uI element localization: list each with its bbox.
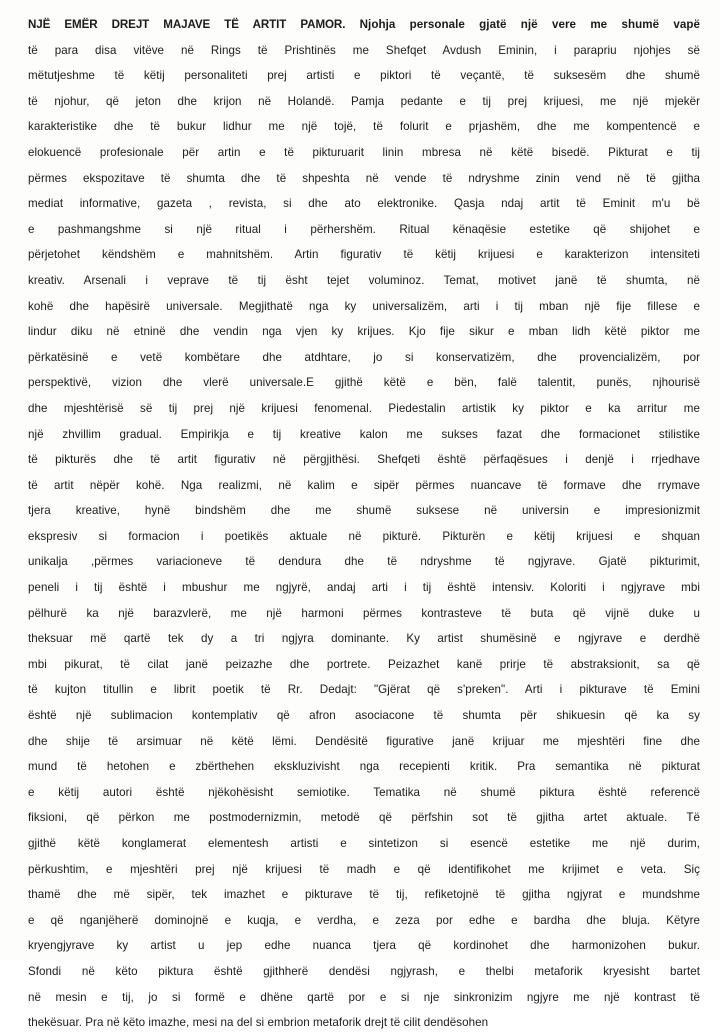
text-line: pëlhurë ka një barazvlerë, me një harmoni përmes kontrasteve të buta që vijnë duke u — [28, 606, 700, 620]
text-line: e pashmangshme si një ritual i përhershëm. Ritual kënaqësie estetike që shijohet e — [28, 222, 700, 236]
text-line: mediat informative, gazeta , revista, si dhe ato elektronike. Qasja ndaj artit të Eminit m'u bë — [28, 197, 700, 211]
text-line: mbi pikurat, të cilat janë peizazhe dhe portrete. Peizazhet kanë prirje të abstraksionit, sa që — [28, 657, 700, 671]
text-line: lindur diku në etninë dhe vendin nga vjen ky krijues. Kjo fije sikur e mban lidh këtë piktor me — [28, 325, 700, 339]
text-line — [28, 12, 700, 38]
text-line: dhe shije të arsimuar në këtë lëmi. Dendësitë figurative janë krijuar me mjeshtëri fine dhe — [28, 734, 700, 748]
text-line: kreativ. Arsenali i veprave të tij ësht tejet voluminoz. Temat, motivet janë të shumta, në — [28, 273, 700, 287]
text-line: të pikturës dhe të artit figurativ në përgjithësi. Shefqeti është përfaqësues i denjë i rrjedhave — [28, 453, 700, 467]
text-line: e këtij autori është njëkohësisht semiotike. Tematika në shumë piktura është referencë — [28, 785, 700, 799]
text-line: kryengjyrave ky artist u jep edhe nuanca tjera që kordinohet dhe harmonizohen bukur. — [28, 939, 700, 953]
text-line: të para disa vitëve në Rings të Prishtinës me Shefqet Avdush Eminin, i parapriu njohjes së — [28, 43, 700, 57]
text-line: të kujton titullin e librit poetik të Rr. Dedajt: "Gjërat që s'preken". Arti i pikturave të Emini — [28, 683, 700, 697]
text-line: të njohur, që jeton dhe krijon në Holandë. Pamja pedante e tij prej krijuesi, me një mjekër — [28, 94, 700, 108]
text-line: të artit nëpër kohë. Nga realizmi, në kalim e sipër përmes nuancave të formave dhe rrymave — [28, 478, 700, 492]
text-line: elokuencë profesionale për artin e të pikturuarit linin mbresa në këtë bisedë. Pikturat e tij — [28, 145, 700, 159]
text-line: përjetohet këndshëm e mahnitshëm. Artin figurativ të këtij krijuesi e karakterizon intensiteti — [28, 248, 700, 262]
text-line: thekësuar. Pra në këto imazhe, mesi na del si embrion metaforik drejt të cilit dendësohen — [28, 1016, 489, 1030]
article-title: NJË EMËR DREJT MAJAVE TË ARTIT PAMOR. — [28, 18, 346, 31]
text-line: mëtutjeshme të këtij personaliteti prej artisti e piktori të veçantë, të suksesëm dhe shumë — [28, 69, 700, 83]
text-line: thamë dhe më sipër, tek imazhet e pikturave të tij, refiketojnë të gjitha ngjyrat e mundshme — [28, 888, 700, 902]
text-line: fiksioni, që përkon me postmodernizmin, metodë që përfshin sot të gjitha artet aktuale. Të — [28, 811, 700, 825]
text-line: kohë dhe hapësirë universale. Megjithatë nga ky universalizëm, arti i tij mban një fije fillese e — [28, 299, 700, 313]
text-line-segment: Njohja personale gjatë një vere me shumë vapë — [345, 18, 700, 31]
article-body — [28, 12, 700, 1036]
text-line: tjera kreative, hynë bindshëm dhe me shumë suksese në universin e impresionizmit — [28, 504, 700, 518]
text-line: unikalja ,përmes variacioneve të dendura dhe të ndryshme të ngjyrave. Gjatë pikturimit, — [28, 555, 700, 569]
text-line: e që nganjëherë dominojnë e kuqja, e verdha, e zeza por edhe e bardha dhe bluja. Këtyre — [28, 913, 700, 927]
text-line: karakteristike dhe të bukur lidhur me një tojë, të folurit e prjashëm, dhe me kompentencë e — [28, 120, 700, 134]
text-line: ekspresiv si formacion i poetikës aktuale në pikturë. Pikturën e këtij krijuesi e shquan — [28, 529, 700, 543]
text-line: perspektivë, vizion dhe vlerë universale.E gjithë këtë e bën, falë talentit, punës, njhourisë — [28, 376, 700, 390]
text-line: mund të hetohen e zbërthehen ekskluzivisht nga recepienti kritik. Pra semantika në pikturat — [28, 760, 700, 774]
text-line: përmes ekspozitave të shumta dhe të shpeshta në vende të ndryshme zinin vend në të gjitha — [28, 171, 700, 185]
text-line: Sfondi në këto piktura është gjithherë dendësi ngjyrash, e thelbi metaforik kryesisht bartet — [28, 964, 700, 978]
text-line: dhe mjeshtërisë së tij prej një krijuesi fenomenal. Piedestalin artistik ky piktor e ka arritur me — [28, 401, 700, 415]
text-line: një zhvillim gradual. Empirikja e tij kreative kalon me sukses fazat dhe formacionet stilistike — [28, 427, 700, 441]
text-line: gjithë këtë konglamerat elementesh artisti e sintetizon si esencë estetike me një durim, — [28, 837, 700, 850]
text-line: theksuar më qartë tek dy a tri ngjyra dominante. Ky artist shumësinë e ngjyrave e derdhë — [28, 632, 700, 646]
text-line: përkatësinë e vetë kombëtare dhe atdhtare, jo si konservatizëm, dhe provencializëm, por — [28, 350, 700, 364]
text-line: është një sublimacion kontemplativ që afron asociacone të shumta për shikuesin që ka sy — [28, 709, 700, 723]
text-line: përkushtim, e mjeshtëri prej një krijuesi të madh e që identifikohet me krijimet e veta. Siç — [28, 862, 700, 876]
text-line: peneli i tij është i mbushur me ngjyrë, andaj arti i tij është intensiv. Koloriti i ngjyrave mbi — [28, 581, 700, 595]
text-line: në mesin e tij, jo si formë e dhëne qartë por e si nje sinkronizim ngjyre me një kontrast të — [28, 990, 700, 1004]
